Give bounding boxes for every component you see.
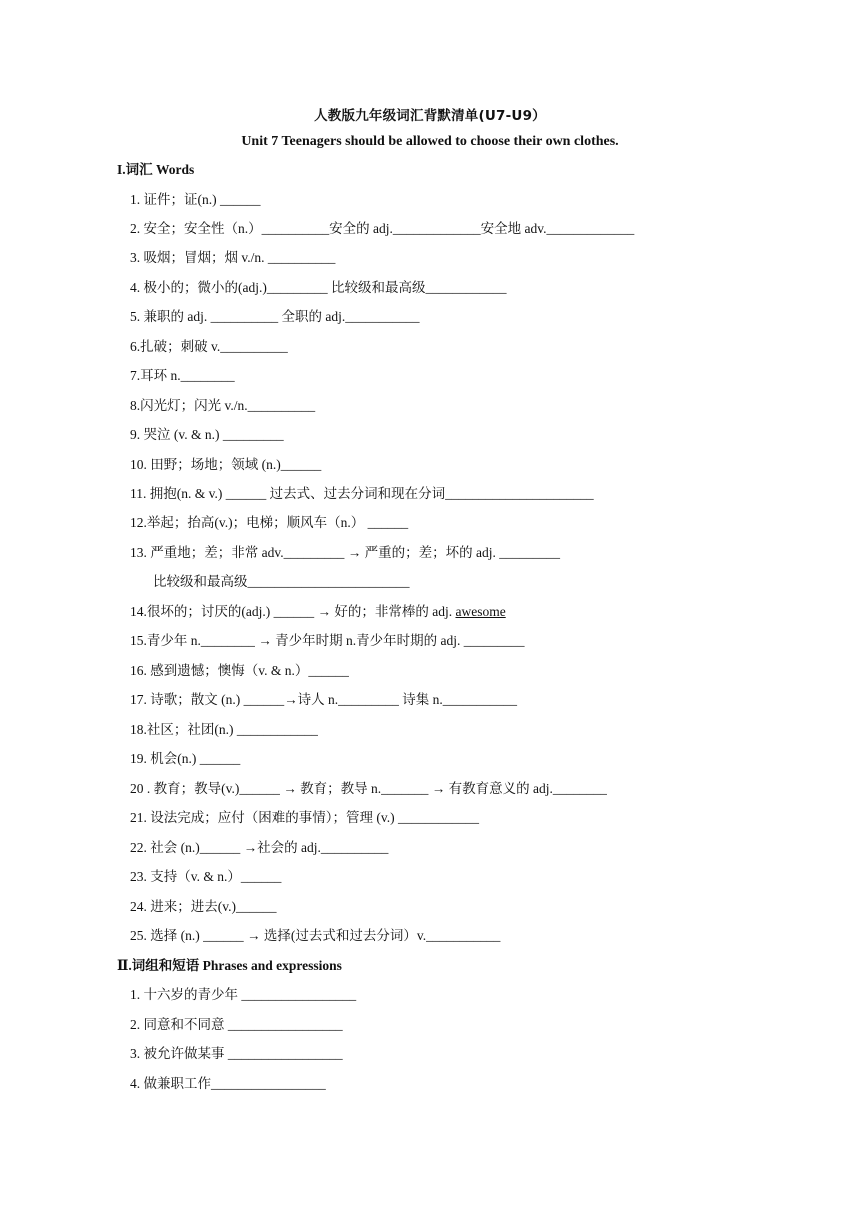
word-item: 19. 机会(n.) ______ — [130, 751, 241, 766]
word-item: 18.社区；社团(n.) ____________ — [130, 722, 318, 737]
word-item: 10. 田野；场地；领域 (n.)______ — [130, 457, 322, 472]
word-item: 8.闪光灯；闪光 v./n.__________ — [130, 398, 316, 413]
word-item: 6.扎破；刺破 v.__________ — [130, 339, 288, 354]
word-item: 25. 选择 (n.) ______ → 选择(过去式和过去分词）v.___________ — [130, 928, 501, 943]
word-item: 1. 证件；证(n.) ______ — [130, 192, 261, 207]
word-item-continued: 比较级和最高级________________________ — [153, 574, 410, 589]
word-item: 17. 诗歌；散文 (n.) ______→诗人 n._________ 诗集 n.___________ — [130, 692, 517, 707]
phrase-item: 2. 同意和不同意 _________________ — [130, 1017, 343, 1032]
word-item: 9. 哭泣 (v. & n.) _________ — [130, 427, 284, 442]
word-item: 21. 设法完成；应付（困难的事情）；管理 (v.) ____________ — [130, 810, 479, 825]
word-item-text: 14.很坏的；讨厌的(adj.) ______ → 好的；非常棒的 adj. — [130, 604, 456, 619]
word-item: 4. 极小的；微小的(adj.)_________ 比较级和最高级____________ — [130, 280, 507, 295]
word-item: 24. 进来；进去(v.)______ — [130, 899, 277, 914]
word-item: 22. 社会 (n.)______ →社会的 adj.__________ — [130, 840, 389, 855]
phrase-item: 4. 做兼职工作_________________ — [130, 1076, 326, 1091]
unit-subtitle: Unit 7 Teenagers should be allowed to choose their own clothes. — [241, 134, 619, 149]
phrase-item: 3. 被允许做某事 _________________ — [130, 1046, 343, 1061]
word-item: 7.耳环 n.________ — [130, 368, 235, 383]
word-item: 3. 吸烟；冒烟；烟 v./n. __________ — [130, 250, 336, 265]
section-heading-words: I.词汇 Words — [117, 162, 195, 177]
word-item — [130, 602, 506, 622]
word-item: 16. 感到遗憾；懊悔（v. & n.）______ — [130, 663, 349, 678]
word-item: 12.举起；抬高(v.)；电梯；顺风车（n.） ______ — [130, 515, 409, 530]
page-title: 人教版九年级词汇背默清单(U7-U9） — [314, 108, 546, 124]
word-item: 20 . 教育；教导(v.)______ → 教育；教导 n._______ → 有教育意义的 adj.________ — [130, 781, 607, 796]
underlined-answer: awesome — [455, 604, 506, 619]
word-item: 2. 安全；安全性（n.）__________安全的 adj._____________安全地 adv._____________ — [130, 221, 635, 236]
word-item: 5. 兼职的 adj. __________ 全职的 adj.___________ — [130, 309, 420, 324]
word-item: 15.青少年 n.________ → 青少年时期 n.青少年时期的 adj. _________ — [130, 633, 525, 648]
word-item: 13. 严重地；差；非常 adv._________ → 严重的；差；坏的 adj. _________ — [130, 545, 560, 560]
word-item: 23. 支持（v. & n.）______ — [130, 869, 282, 884]
phrase-item: 1. 十六岁的青少年 _________________ — [130, 987, 357, 1002]
word-item: 11. 拥抱(n. & v.) ______ 过去式、过去分词和现在分词______________________ — [130, 486, 594, 501]
section-heading-phrases: Ⅱ.词组和短语 Phrases and expressions — [117, 958, 342, 973]
